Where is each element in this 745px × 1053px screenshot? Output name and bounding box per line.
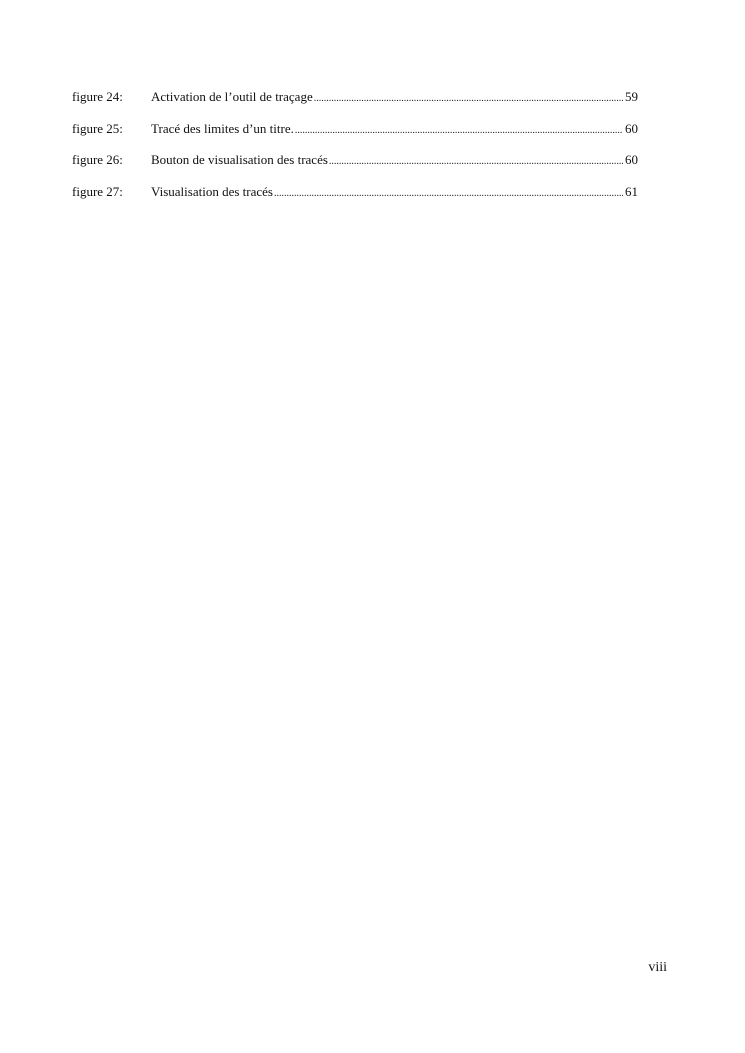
figure-page-number: 60 bbox=[625, 120, 638, 136]
figure-title: Visualisation des tracés bbox=[151, 183, 273, 199]
figure-title: Bouton de visualisation des tracés bbox=[151, 152, 328, 167]
figure-label: figure 25: bbox=[72, 120, 123, 136]
figure-page-number: 60 bbox=[625, 152, 638, 167]
figure-page-number: 61 bbox=[625, 183, 638, 199]
toc-entry bbox=[72, 119, 638, 139]
figure-page-number: 59 bbox=[625, 89, 638, 104]
figure-label: figure 24: bbox=[72, 89, 123, 104]
figure-title: Activation de l’outil de traçage bbox=[151, 89, 313, 104]
toc-entry bbox=[72, 87, 638, 107]
toc-title-wrap bbox=[151, 119, 624, 141]
figure-label: figure 27: bbox=[72, 183, 123, 199]
toc-title-wrap bbox=[151, 182, 624, 204]
list-of-figures bbox=[72, 87, 638, 213]
toc-title-wrap bbox=[151, 150, 624, 172]
toc-entry bbox=[72, 150, 638, 170]
figure-label: figure 26: bbox=[72, 152, 123, 167]
dot-leader bbox=[329, 152, 623, 172]
page-number: viii bbox=[648, 960, 667, 975]
figure-title: Tracé des limites d’un titre. bbox=[151, 120, 294, 136]
toc-entry bbox=[72, 182, 638, 202]
dot-leader bbox=[295, 121, 623, 141]
toc-title-wrap bbox=[151, 87, 624, 109]
dot-leader bbox=[314, 89, 623, 109]
dot-leader bbox=[274, 184, 623, 204]
